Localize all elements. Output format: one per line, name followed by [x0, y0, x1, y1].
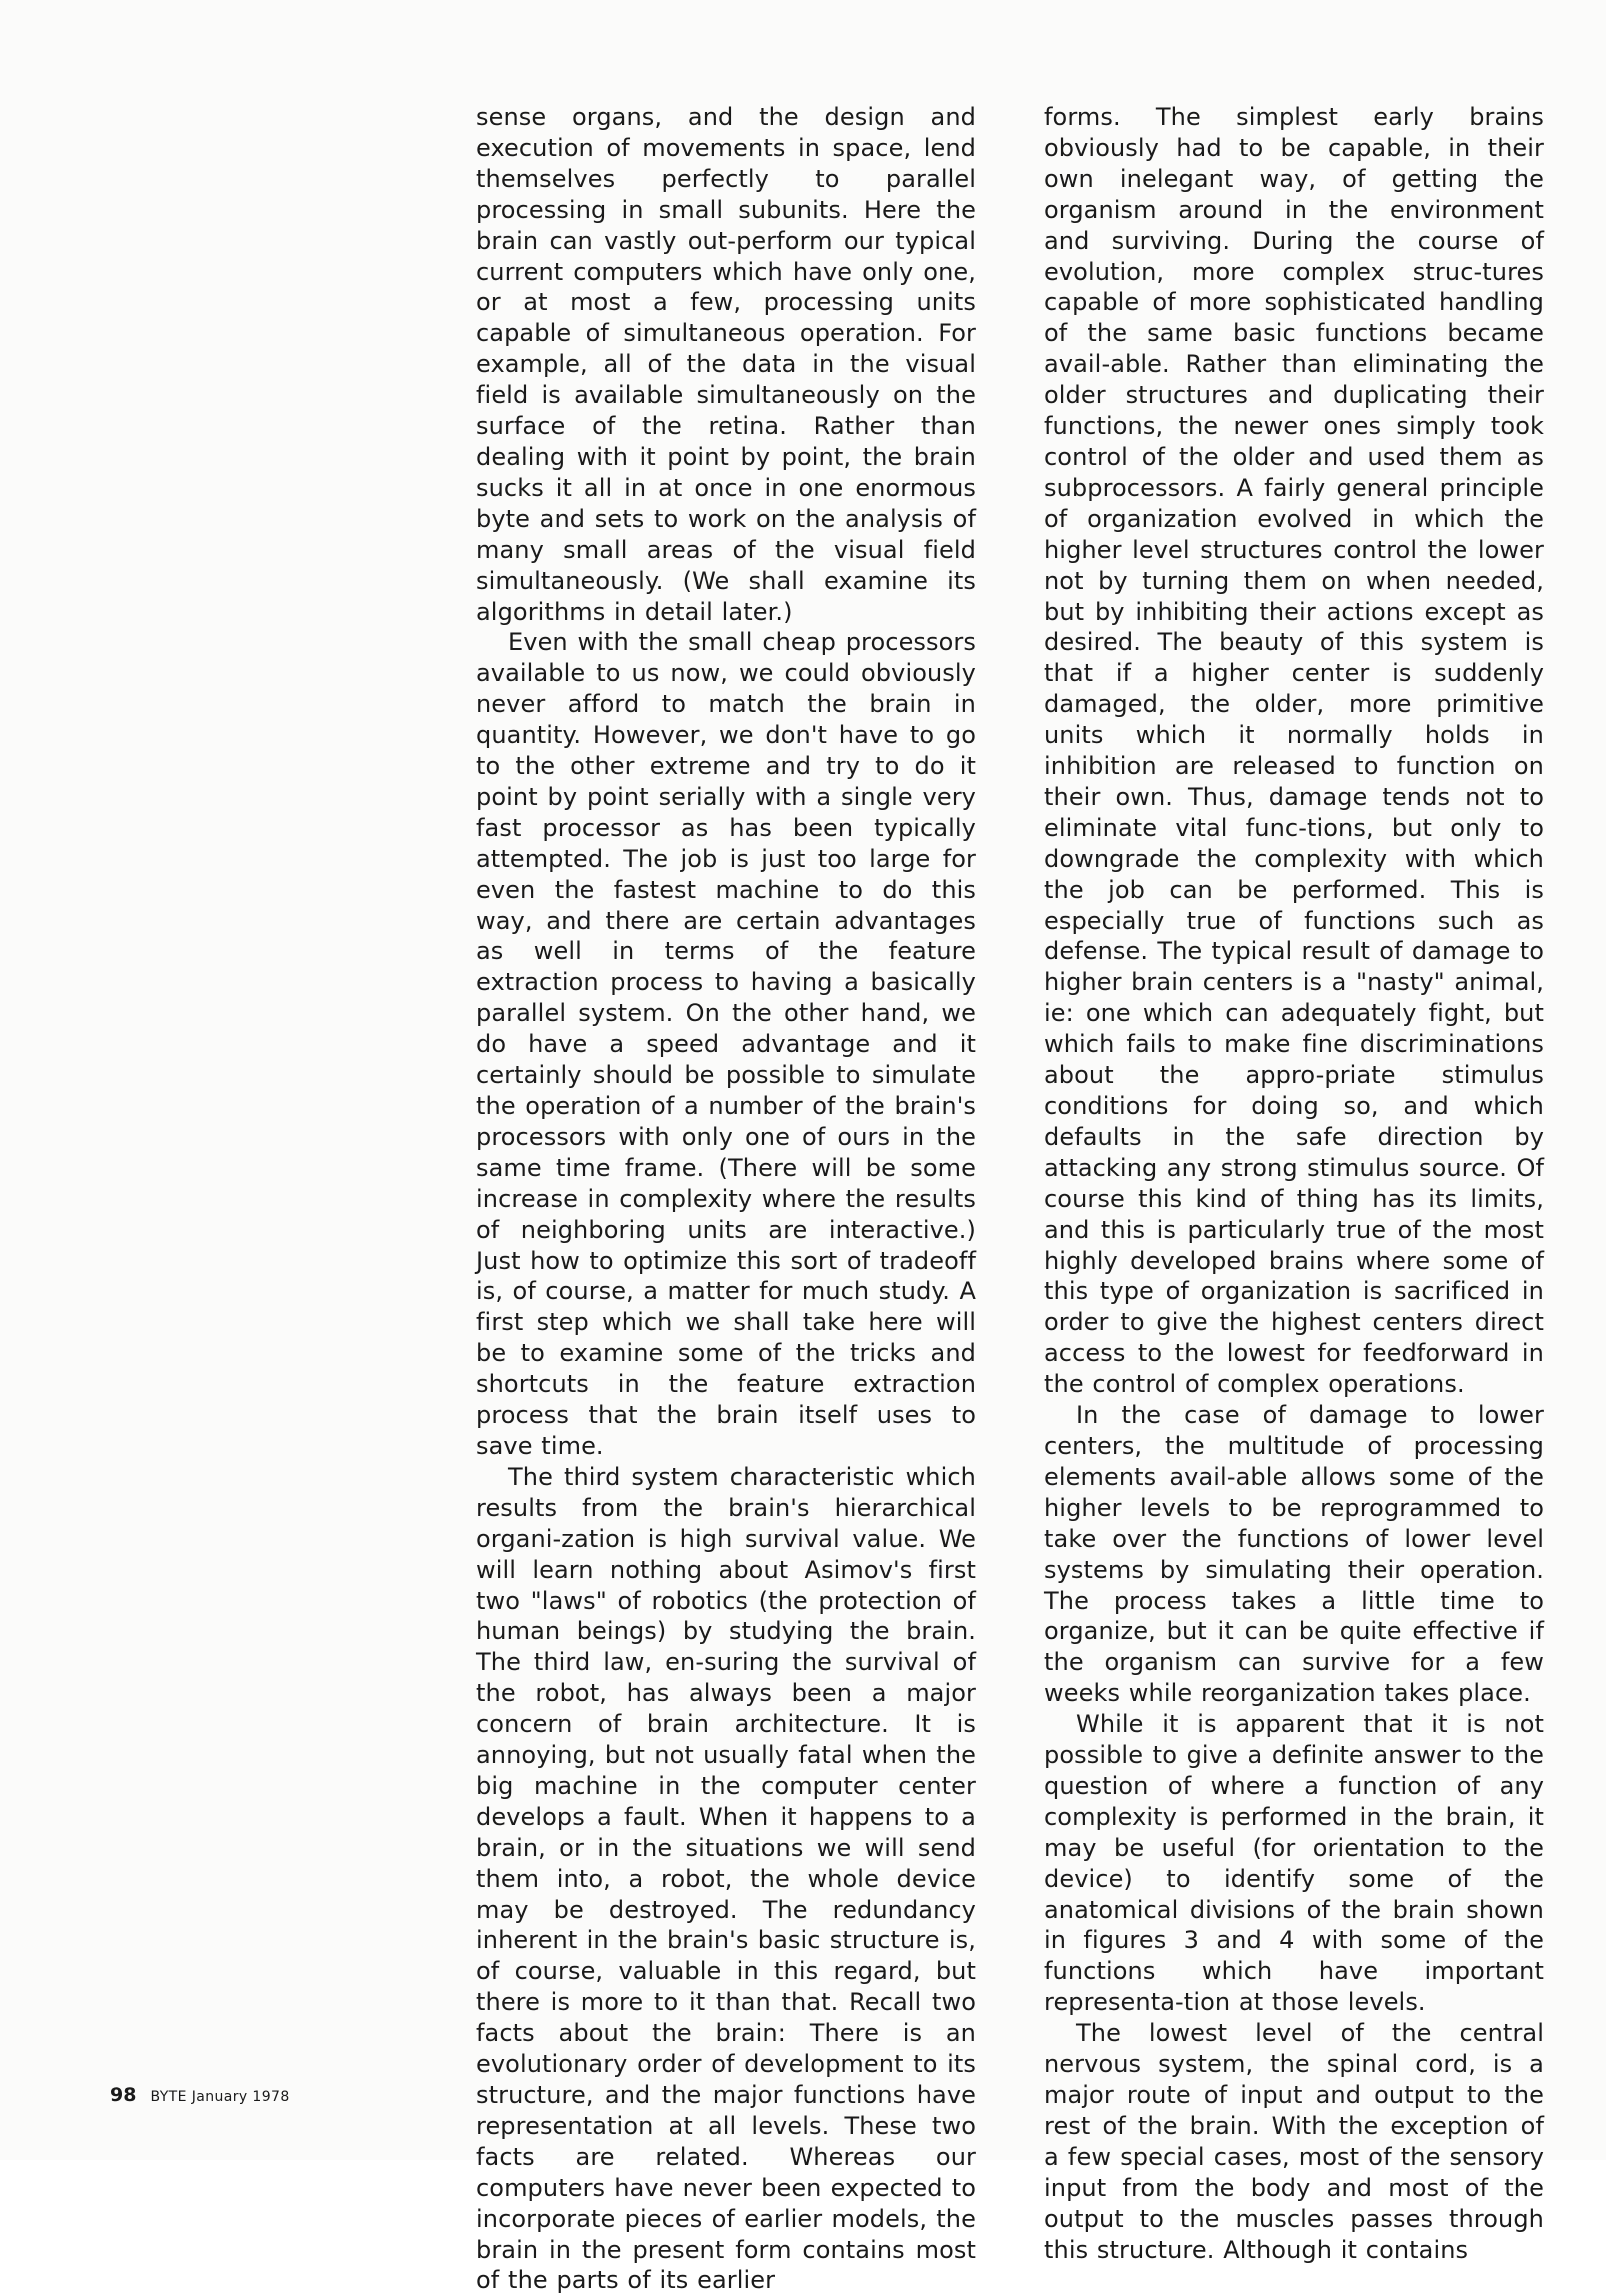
page-number: 98 — [110, 2084, 137, 2106]
body-paragraph: The third system characteristic which results from the brain's hierarchical organi-zation is high survival value. We will learn nothing about Asimov's first two "laws" of robotics (the protection of human beings) by studying the brain. The third law, en-suring the survival of the robot, has always been a major concern of brain architecture. It is annoying, but not usually fatal when the big machine in the computer center develops a fault. When it happens to a brain, or in the situations we will send them into, a robot, the whole device may be destroyed. The redundancy inherent in the brain's basic structure is, of course, valuable in this regard, but there is more to it than that. Recall two facts about the brain: There is an evolutionary order of development to its structure, and the major functions have representation at all levels. These two facts are related. Whereas our computers have never been expected to incorporate pieces of earlier models, the brain in the present form contains most of the parts of its earlier — [476, 1462, 976, 2295]
right-text-column — [1044, 102, 1544, 2265]
publication-info: BYTE January 1978 — [150, 2089, 290, 2105]
body-paragraph: Even with the small cheap processors available to us now, we could obviously never afford to match the brain in quantity. However, we don't have to go to the other extreme and try to do it point by point serially with a single very fast processor as has been typically attempted. The job is just too large for even the fastest machine to do this way, and there are certain advantages as well in terms of the feature extraction process to having a basically parallel system. On the other hand, we do have a speed advantage and it certainly should be possible to simulate the operation of a number of the brain's processors with only one of ours in the same time frame. (There will be some increase in complexity where the results of neighboring units are interactive.) Just how to optimize this sort of tradeoff is, of course, a matter for much study. A first step which we shall take here will be to examine some of the tricks and shortcuts in the feature extraction process that the brain itself uses to save time. — [476, 628, 976, 1460]
body-paragraph: The lowest level of the central nervous system, the spinal cord, is a major route of input and output to the rest of the brain. With the exception of a few special cases, most of the sensory input from the body and most of the output to the muscles passes through this structure. Although it contains — [1044, 2019, 1544, 2264]
body-paragraph: sense organs, and the design and execution of movements in space, lend themselves perfectly to parallel processing in small subunits. Here the brain can vastly out-perform our typical current computers which have only one, or at most a few, processing units capable of simultaneous operation. For example, all of the data in the visual field is available simultaneously on the surface of the retina. Rather than dealing with it point by point, the brain sucks it all in at once in one enormous byte and sets to work on the analysis of many small areas of the visual field simultaneously. (We shall examine its algorithms in detail later.) — [476, 103, 976, 626]
body-paragraph: While it is apparent that it is not possible to give a definite answer to the question of where a function of any complexity is performed in the brain, it may be useful (for orientation to the device) to identify some of the anatomical divisions of the brain shown in figures 3 and 4 with some of the functions which have important representa-tion at those levels. — [1044, 1710, 1544, 2017]
left-text-column — [476, 102, 976, 2296]
body-paragraph: In the case of damage to lower centers, the multitude of processing elements avail-able allows some of the higher levels to be reprogrammed to take over the functions of lower level systems by simulating their operation. The process takes a little time to organize, but it can be quite effective if the organism can survive for a few weeks while reorganization takes place. — [1044, 1401, 1544, 1708]
page-footer — [110, 2084, 290, 2106]
body-paragraph: forms. The simplest early brains obviously had to be capable, in their own inelegant way, of getting the organism around in the environment and surviving. During the course of evolution, more complex struc-tures capable of more sophisticated handling of the same basic functions became avail-able. Rather than eliminating the older structures and duplicating their functions, the newer ones simply took control of the older and used them as subprocessors. A fairly general principle of organization evolved in which the higher level structures control the lower not by turning them on when needed, but by inhibiting their actions except as desired. The beauty of this system is that if a higher center is suddenly damaged, the older, more primitive units which it normally holds in inhibition are released to function on their own. Thus, damage tends not to eliminate vital func-tions, but only to downgrade the complexity with which the job can be performed. This is especially true of functions such as defense. The typical result of damage to higher brain centers is a "nasty" animal, ie: one which can adequately fight, but which fails to make fine discriminations about the appro-priate stimulus conditions for doing so, and which defaults in the safe direction by attacking any strong stimulus source. Of course this kind of thing has its limits, and this is particularly true of the most highly developed brains where some of this type of organization is sacrificed in order to give the highest centers direct access to the lowest for feedforward in the control of complex operations. — [1044, 103, 1544, 1399]
